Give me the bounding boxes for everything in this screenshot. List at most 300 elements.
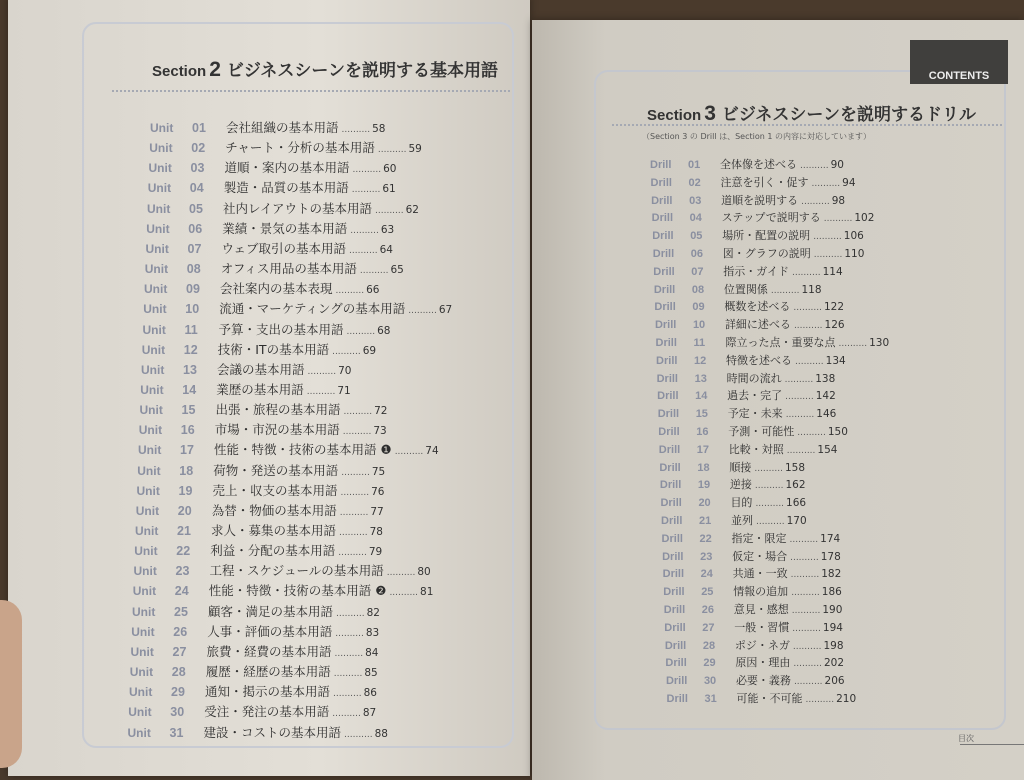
drill-number: 15 xyxy=(695,408,708,421)
drill-title: 場所・配置の説明 xyxy=(722,229,811,243)
unit-row xyxy=(128,702,376,720)
drill-title: 指定・限定 xyxy=(731,531,787,545)
drill-number: 18 xyxy=(697,461,710,474)
unit-page-number: 82 xyxy=(366,606,380,619)
drill-row xyxy=(656,334,890,350)
drill-leader-dots: .......... xyxy=(754,463,783,474)
drill-page-number: 158 xyxy=(784,461,805,474)
drill-label: Drill xyxy=(665,675,688,688)
unit-row xyxy=(149,158,397,176)
drill-page-number: 114 xyxy=(822,265,843,278)
drill-row xyxy=(664,619,843,635)
unit-label: Unit xyxy=(127,725,151,740)
drill-row xyxy=(663,565,842,581)
unit-number: 07 xyxy=(187,241,202,256)
unit-title: ウェブ取引の基本用語 xyxy=(221,240,347,256)
drill-number: 05 xyxy=(690,230,703,243)
unit-leader-dots: .......... xyxy=(335,628,364,639)
drill-leader-dots: .......... xyxy=(790,552,819,563)
unit-leader-dots: .......... xyxy=(340,487,370,498)
unit-number: 01 xyxy=(192,121,206,135)
drill-title: 仮定・場合 xyxy=(732,549,788,563)
drill-label: Drill xyxy=(661,532,683,545)
unit-label: Unit xyxy=(137,463,161,478)
drill-row xyxy=(659,441,838,457)
drill-number: 06 xyxy=(690,248,703,260)
unit-leader-dots: .......... xyxy=(334,648,364,659)
drill-leader-dots: .......... xyxy=(795,356,824,367)
drill-label: Drill xyxy=(653,265,675,278)
drill-leader-dots: .......... xyxy=(797,428,826,438)
drill-row xyxy=(665,637,844,653)
unit-number: 17 xyxy=(180,443,194,458)
drill-title: 概数を述べる xyxy=(724,300,791,314)
unit-page-number: 81 xyxy=(420,586,434,599)
drill-leader-dots: .......... xyxy=(793,659,822,670)
unit-title: 顧客・満足の基本用語 xyxy=(208,603,334,619)
drill-number: 30 xyxy=(703,675,717,688)
unit-title: 予算・支出の基本用語 xyxy=(218,321,344,337)
drill-row xyxy=(653,263,842,279)
unit-leader-dots: .......... xyxy=(394,447,424,458)
drill-label: Drill xyxy=(654,301,676,314)
drill-row xyxy=(667,690,857,706)
unit-leader-dots: .......... xyxy=(306,386,336,397)
drill-row xyxy=(652,209,875,225)
drill-title: 順接 xyxy=(729,460,752,474)
unit-number: 13 xyxy=(183,362,197,377)
drill-title: 図・グラフの説明 xyxy=(722,247,811,260)
unit-row xyxy=(138,440,439,458)
drill-row xyxy=(652,227,864,243)
unit-row xyxy=(146,219,394,237)
drill-leader-dots: .......... xyxy=(793,677,823,688)
unit-row xyxy=(147,199,419,217)
unit-title: 性能・特徴・技術の基本用語 ❶ xyxy=(214,442,392,458)
unit-page-number: 79 xyxy=(368,546,383,559)
drill-label: Drill xyxy=(661,515,683,527)
unit-number: 25 xyxy=(174,604,188,619)
drill-page-number: 94 xyxy=(842,176,856,189)
drill-label: Drill xyxy=(651,212,674,225)
unit-number: 30 xyxy=(170,705,185,720)
drill-page-number: 194 xyxy=(822,621,843,634)
unit-label: Unit xyxy=(130,644,154,659)
unit-page-number: 69 xyxy=(362,344,377,357)
drill-row xyxy=(662,548,841,564)
unit-leader-dots: .......... xyxy=(339,507,369,518)
unit-label: Unit xyxy=(135,524,159,538)
drill-leader-dots: .......... xyxy=(756,517,785,527)
drill-number: 03 xyxy=(689,194,702,207)
drill-page-number: 178 xyxy=(820,550,841,563)
drill-page-number: 98 xyxy=(831,194,846,207)
footer-rule xyxy=(960,744,1024,745)
unit-number: 03 xyxy=(190,161,205,176)
drill-label: Drill xyxy=(659,479,682,492)
unit-row xyxy=(135,521,383,539)
unit-row xyxy=(129,682,377,700)
unit-leader-dots: .......... xyxy=(333,669,363,680)
unit-title: 会議の基本用語 xyxy=(217,361,305,377)
drill-leader-dots: .......... xyxy=(823,214,853,225)
drill-number: 13 xyxy=(694,372,707,385)
unit-title: 売上・収支の基本用語 xyxy=(212,482,338,498)
unit-leader-dots: .......... xyxy=(332,346,361,357)
unit-title: 荷物・発送の基本用語 xyxy=(213,462,339,478)
drill-page-number: 118 xyxy=(801,283,822,296)
drill-label: Drill xyxy=(652,248,675,260)
unit-row xyxy=(143,299,452,317)
unit-number: 11 xyxy=(184,322,198,337)
drill-leader-dots: .......... xyxy=(755,499,785,510)
unit-leader-dots: .......... xyxy=(332,709,361,720)
drill-leader-dots: .......... xyxy=(793,321,823,332)
unit-page-number: 64 xyxy=(379,243,393,256)
drill-row xyxy=(658,423,848,439)
unit-page-number: 76 xyxy=(371,485,385,498)
drill-page-number: 106 xyxy=(843,230,864,243)
unit-title: 流通・マーケティングの基本用語 xyxy=(219,301,406,317)
unit-page-number: 63 xyxy=(380,223,395,236)
drill-row xyxy=(656,352,846,368)
unit-page-number: 83 xyxy=(365,626,380,639)
drill-page-number: 162 xyxy=(785,479,806,492)
drill-label: Drill xyxy=(666,693,688,705)
unit-row xyxy=(131,622,379,640)
drill-title: 際立った点・重要な点 xyxy=(725,336,836,349)
unit-page-number: 77 xyxy=(370,505,384,518)
drill-row xyxy=(660,494,806,510)
unit-leader-dots: .......... xyxy=(350,225,379,236)
unit-page-number: 58 xyxy=(372,123,386,135)
drill-page-number: 170 xyxy=(786,515,807,527)
unit-number: 12 xyxy=(183,342,198,357)
unit-number: 09 xyxy=(186,282,200,297)
unit-leader-dots: .......... xyxy=(408,306,437,317)
unit-label: Unit xyxy=(150,121,174,135)
drill-page-number: 206 xyxy=(824,675,845,688)
drill-number: 01 xyxy=(688,159,701,171)
drill-page-number: 166 xyxy=(786,497,807,510)
section-2-divider xyxy=(112,90,510,92)
section-2-word: Section xyxy=(152,63,207,80)
drill-leader-dots: .......... xyxy=(789,534,819,545)
unit-number: 21 xyxy=(177,524,191,538)
drill-row xyxy=(665,654,844,670)
drill-number: 14 xyxy=(695,390,708,403)
unit-row xyxy=(140,380,351,398)
drill-row xyxy=(655,316,845,332)
unit-row xyxy=(141,360,352,378)
drill-number: 04 xyxy=(689,212,702,225)
drill-leader-dots: .......... xyxy=(838,339,868,349)
contents-tab xyxy=(910,40,1008,84)
unit-label: Unit xyxy=(144,282,168,297)
unit-title: 利益・分配の基本用語 xyxy=(210,543,336,559)
drill-leader-dots: .......... xyxy=(790,570,820,581)
drill-leader-dots: .......... xyxy=(801,196,830,207)
unit-page-number: 84 xyxy=(365,646,379,659)
drill-row xyxy=(653,245,865,261)
unit-page-number: 66 xyxy=(366,284,380,297)
contents-tab-label: CONTENTS xyxy=(928,70,990,82)
unit-leader-dots: .......... xyxy=(375,205,404,216)
drill-row xyxy=(654,281,822,297)
unit-number: 19 xyxy=(178,483,193,498)
unit-page-number: 78 xyxy=(369,526,383,538)
drill-label: Drill xyxy=(650,176,672,189)
drill-number: 22 xyxy=(699,532,712,545)
drill-label: Drill xyxy=(664,639,687,652)
unit-leader-dots: .......... xyxy=(351,185,381,196)
unit-label: Unit xyxy=(147,181,172,196)
unit-label: Unit xyxy=(128,705,152,720)
unit-label: Unit xyxy=(132,604,156,619)
drill-leader-dots: .......... xyxy=(793,303,822,314)
drill-page-number: 102 xyxy=(854,212,875,225)
drill-row xyxy=(660,476,806,492)
drill-row xyxy=(657,387,836,403)
drill-row xyxy=(650,156,844,172)
drill-leader-dots: .......... xyxy=(811,178,841,189)
unit-label: Unit xyxy=(146,221,170,236)
unit-title: 技術・ITの基本用語 xyxy=(217,341,330,357)
unit-label: Unit xyxy=(141,342,166,357)
drill-page-number: 142 xyxy=(815,390,836,403)
drill-leader-dots: .......... xyxy=(791,588,820,599)
drill-leader-dots: .......... xyxy=(770,285,800,296)
drill-title: 過去・完了 xyxy=(727,389,783,403)
drill-label: Drill xyxy=(654,319,677,332)
unit-row xyxy=(137,481,385,499)
unit-title: 求人・募集の基本用語 xyxy=(211,523,337,538)
unit-page-number: 74 xyxy=(425,445,439,458)
drill-label: Drill xyxy=(653,283,676,296)
unit-leader-dots: .......... xyxy=(389,588,419,599)
unit-label: Unit xyxy=(135,503,160,518)
section-3-number: 3 xyxy=(704,102,716,125)
unit-leader-dots: .......... xyxy=(346,326,376,337)
unit-leader-dots: .......... xyxy=(338,548,367,559)
drill-leader-dots: .......... xyxy=(792,641,822,652)
unit-row xyxy=(128,723,389,741)
unit-row xyxy=(142,340,376,358)
drill-page-number: 198 xyxy=(823,639,844,652)
drill-number: 16 xyxy=(696,426,709,438)
drill-number: 21 xyxy=(699,515,712,527)
drill-page-number: 130 xyxy=(869,337,890,349)
unit-number: 08 xyxy=(186,262,201,277)
drill-row xyxy=(654,298,844,314)
unit-leader-dots: .......... xyxy=(307,366,337,377)
drill-label: Drill xyxy=(651,194,673,207)
drill-title: 原因・理由 xyxy=(735,656,791,670)
drill-page-number: 90 xyxy=(830,159,844,171)
unit-page-number: 80 xyxy=(417,566,431,579)
unit-page-number: 62 xyxy=(405,203,419,216)
unit-title: チャート・分析の基本用語 xyxy=(225,140,375,156)
drill-title: 共通・一致 xyxy=(732,567,788,581)
drill-number: 27 xyxy=(702,621,715,634)
drill-leader-dots: .......... xyxy=(754,481,784,492)
unit-number: 27 xyxy=(172,644,187,659)
drill-label: Drill xyxy=(662,550,684,563)
unit-leader-dots: .......... xyxy=(344,729,373,740)
drill-label: Drill xyxy=(658,443,681,456)
unit-label: Unit xyxy=(138,423,163,438)
unit-row xyxy=(136,501,384,519)
drill-title: 意見・感想 xyxy=(733,603,789,616)
unit-number: 02 xyxy=(191,141,206,156)
drill-row xyxy=(666,672,845,688)
unit-title: 通知・掲示の基本用語 xyxy=(205,684,331,700)
drill-row xyxy=(664,601,843,617)
drill-label: Drill xyxy=(660,497,682,510)
drill-number: 23 xyxy=(700,550,713,563)
unit-title: 履歴・経歴の基本用語 xyxy=(205,664,331,680)
drill-number: 10 xyxy=(692,319,706,332)
drill-title: 予定・未来 xyxy=(727,407,783,421)
drill-number: 08 xyxy=(691,283,705,296)
section-3-divider xyxy=(612,124,1002,126)
unit-page-number: 73 xyxy=(373,425,387,438)
drill-title: 目的 xyxy=(730,496,753,510)
unit-title: 市場・市況の基本用語 xyxy=(214,422,340,438)
drill-label: Drill xyxy=(659,461,681,474)
drill-label: Drill xyxy=(658,426,680,438)
unit-number: 26 xyxy=(173,624,188,639)
unit-page-number: 75 xyxy=(371,465,386,478)
unit-row xyxy=(144,279,380,297)
unit-label: Unit xyxy=(143,302,167,317)
drill-title: 並列 xyxy=(731,514,753,527)
unit-label: Unit xyxy=(144,262,169,277)
drill-number: 26 xyxy=(701,604,714,616)
unit-page-number: 70 xyxy=(338,364,352,377)
unit-title: 工程・スケジュールの基本用語 xyxy=(209,563,384,579)
unit-title: 会社組織の基本用語 xyxy=(226,120,339,135)
unit-label: Unit xyxy=(148,161,172,176)
unit-number: 23 xyxy=(175,564,190,579)
drill-number: 19 xyxy=(697,479,711,492)
unit-label: Unit xyxy=(142,322,166,337)
drill-leader-dots: .......... xyxy=(785,410,815,421)
unit-leader-dots: .......... xyxy=(341,125,371,135)
unit-number: 04 xyxy=(189,181,204,196)
drill-label: Drill xyxy=(656,372,678,385)
drill-leader-dots: .......... xyxy=(800,161,829,171)
drill-number: 09 xyxy=(692,301,705,314)
unit-row xyxy=(150,118,386,136)
drill-number: 31 xyxy=(704,693,717,705)
unit-row xyxy=(134,561,431,579)
unit-page-number: 65 xyxy=(390,264,404,277)
unit-page-number: 86 xyxy=(363,687,377,700)
drill-row xyxy=(659,459,805,475)
drill-page-number: 210 xyxy=(836,693,857,705)
unit-row xyxy=(139,420,387,438)
unit-title: 業歴の基本用語 xyxy=(216,381,304,397)
drill-row xyxy=(651,192,845,208)
unit-row xyxy=(146,239,394,257)
unit-title: 旅費・経費の基本用語 xyxy=(206,643,332,659)
unit-label: Unit xyxy=(133,564,157,579)
drill-page-number: 138 xyxy=(815,372,836,385)
drill-leader-dots: .......... xyxy=(786,445,816,456)
drill-page-number: 202 xyxy=(824,657,845,670)
unit-leader-dots: .......... xyxy=(386,568,416,579)
unit-leader-dots: .......... xyxy=(333,689,362,700)
unit-leader-dots: .......... xyxy=(342,427,372,438)
unit-number: 18 xyxy=(179,463,194,478)
drill-number: 02 xyxy=(688,176,701,189)
section-2-title: ビジネスシーンを説明する基本用語 xyxy=(226,61,499,80)
unit-row xyxy=(130,662,378,680)
unit-leader-dots: .......... xyxy=(359,266,389,277)
drill-number: 11 xyxy=(693,337,706,349)
unit-row xyxy=(137,461,385,479)
drill-title: 道順を説明する xyxy=(721,193,799,207)
finger-edge xyxy=(0,600,22,768)
drill-row xyxy=(651,174,856,190)
unit-number: 24 xyxy=(174,584,189,599)
unit-page-number: 71 xyxy=(337,384,351,397)
unit-number: 15 xyxy=(181,403,196,418)
section-3-word: Section xyxy=(647,107,702,124)
unit-row xyxy=(133,581,434,599)
drill-page-number: 154 xyxy=(817,443,838,456)
drill-leader-dots: .......... xyxy=(785,392,814,403)
unit-page-number: 61 xyxy=(382,183,396,196)
drill-leader-dots: .......... xyxy=(784,374,814,385)
drill-leader-dots: .......... xyxy=(791,606,821,616)
drill-title: 比較・対照 xyxy=(728,442,784,456)
unit-row xyxy=(145,259,404,277)
unit-row xyxy=(140,400,388,418)
drill-page-number: 186 xyxy=(821,586,842,599)
unit-number: 22 xyxy=(176,544,191,559)
unit-title: 業績・景気の基本用語 xyxy=(222,220,348,236)
drill-title: 注意を引く・促す xyxy=(720,175,809,189)
unit-title: オフィス用品の基本用語 xyxy=(220,261,357,277)
section-3-title: ビジネスシーンを説明するドリル xyxy=(721,105,977,124)
unit-label: Unit xyxy=(136,483,160,498)
section-2-heading xyxy=(152,56,498,82)
unit-leader-dots: .......... xyxy=(377,145,407,156)
unit-title: 性能・特徴・技術の基本用語 ❷ xyxy=(208,583,387,599)
unit-number: 16 xyxy=(180,423,195,438)
unit-row xyxy=(148,178,396,196)
unit-row xyxy=(143,320,391,338)
unit-title: 道順・案内の基本用語 xyxy=(224,160,350,176)
drill-title: 予測・可能性 xyxy=(728,425,795,438)
drill-label: Drill xyxy=(656,354,678,367)
unit-label: Unit xyxy=(132,584,157,599)
drill-title: 詳細に述べる xyxy=(724,318,791,332)
unit-label: Unit xyxy=(129,685,153,700)
drill-label: Drill xyxy=(663,586,685,599)
drill-row xyxy=(658,405,837,421)
drill-title: 位置関係 xyxy=(723,282,768,296)
drill-leader-dots: .......... xyxy=(813,232,842,243)
unit-page-number: 59 xyxy=(408,143,422,156)
drill-number: 28 xyxy=(702,639,716,652)
drill-page-number: 146 xyxy=(816,408,837,421)
drill-title: 必要・義務 xyxy=(735,674,791,688)
unit-leader-dots: .......... xyxy=(352,165,382,176)
drill-label: Drill xyxy=(655,337,677,349)
